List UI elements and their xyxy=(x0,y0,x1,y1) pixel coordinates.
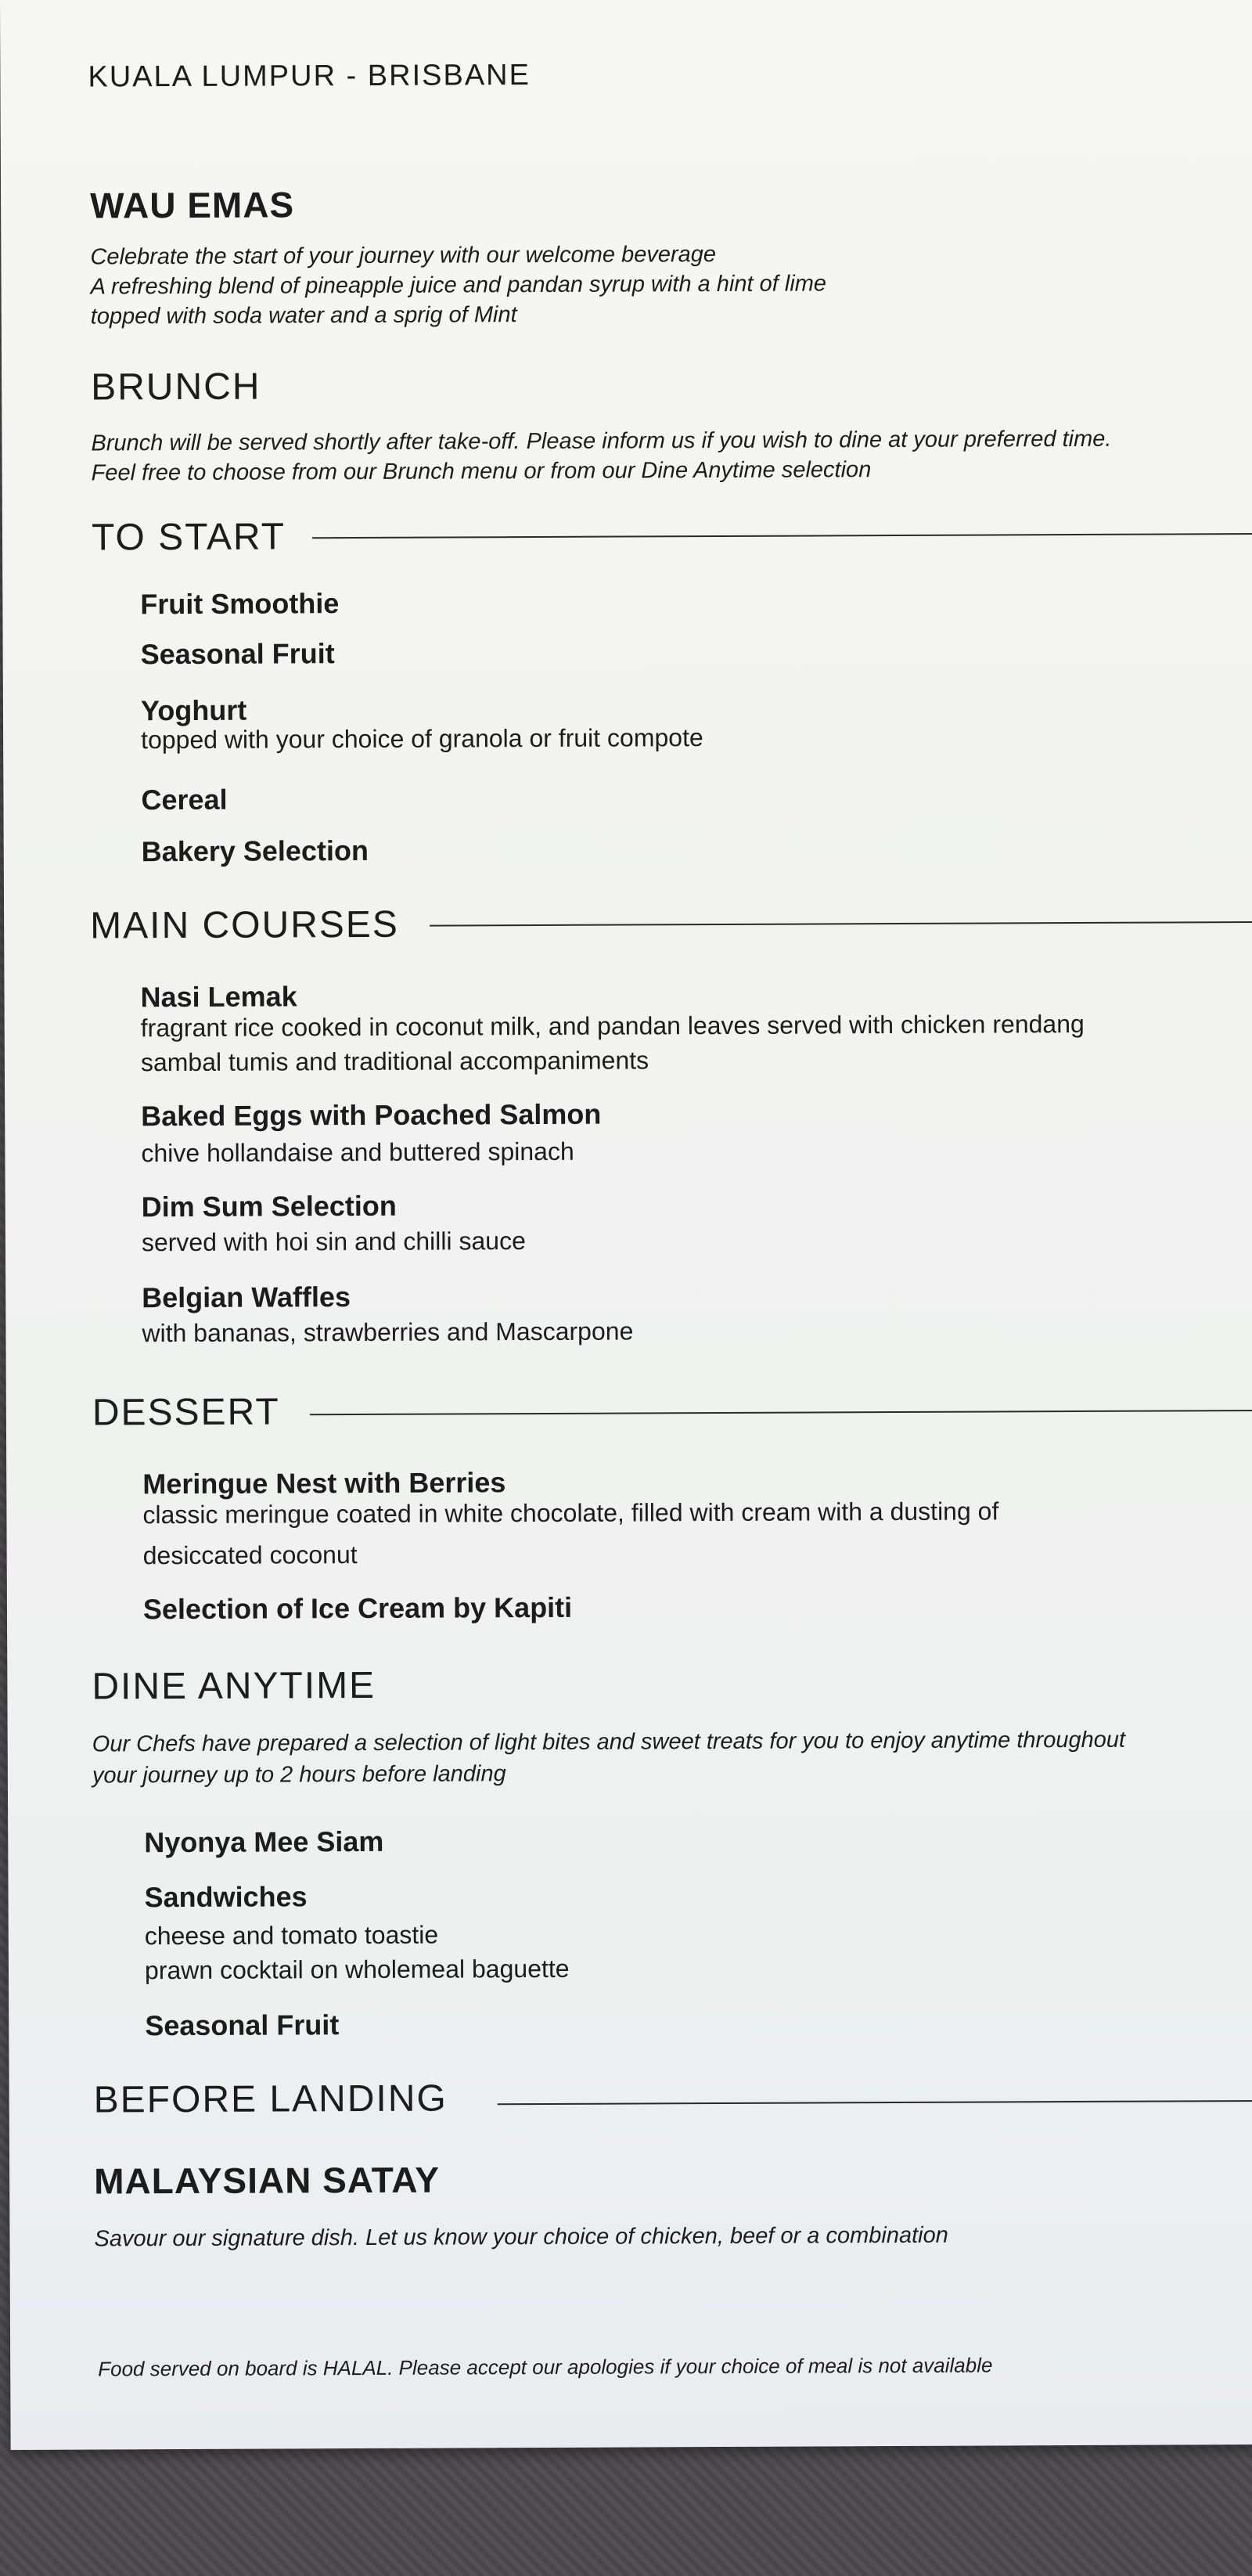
menu-item-title: Baked Eggs with Poached Salmon xyxy=(141,1097,602,1133)
menu-item-description: cheese and tomato toastie xyxy=(144,1920,439,1951)
menu-item-description: classic meringue coated in white chocolate, filled with cream with a dusting of xyxy=(142,1497,999,1529)
before-landing-heading: BEFORE LANDING xyxy=(93,2077,448,2121)
menu-item-description: topped with your choice of granola or fruit compote xyxy=(141,723,703,755)
section-divider xyxy=(430,921,1252,927)
menu-item-title: Dim Sum Selection xyxy=(141,1189,397,1223)
brunch-line: Feel free to choose from our Brunch menu or from our Dine Anytime selection xyxy=(91,457,872,486)
route-title: KUALA LUMPUR - BRISBANE xyxy=(88,59,531,94)
dine-anytime-line: your journey up to 2 hours before landing xyxy=(92,1761,506,1789)
brunch-line: Brunch will be served shortly after take-off. Please inform us if you wish to dine at your preferred time. xyxy=(91,426,1112,456)
main-courses-heading: MAIN COURSES xyxy=(90,903,399,947)
menu-item-title: Belgian Waffles xyxy=(142,1281,351,1314)
satay-line: Savour our signature dish. Let us know your choice of chicken, beef or a combination xyxy=(94,2222,948,2252)
menu-item-description: sambal tumis and traditional accompaniments xyxy=(140,1046,649,1077)
menu-item-title: Fruit Smoothie xyxy=(140,587,340,621)
section-divider xyxy=(312,533,1252,539)
welcome-line: A refreshing blend of pineapple juice and pandan syrup with a hint of lime xyxy=(90,271,827,300)
menu-item-title: Selection of Ice Cream by Kapiti xyxy=(142,1591,573,1626)
section-divider xyxy=(498,2100,1252,2105)
menu-item-description: with bananas, strawberries and Mascarpone xyxy=(142,1317,634,1348)
menu-item-description: fragrant rice cooked in coconut milk, and pandan leaves served with chicken rendang xyxy=(140,1009,1085,1043)
halal-footnote: Food served on board is HALAL. Please accept our apologies if your choice of meal is not available xyxy=(98,2353,993,2381)
welcome-drink-title: WAU EMAS xyxy=(90,184,295,226)
menu-item-title: Cereal xyxy=(141,783,228,816)
dine-anytime-heading: DINE ANYTIME xyxy=(92,1664,376,1708)
satay-title: MALAYSIAN SATAY xyxy=(94,2159,441,2202)
menu-item-title: Meringue Nest with Berries xyxy=(142,1466,506,1501)
brunch-heading: BRUNCH xyxy=(91,366,261,409)
menu-item-title: Seasonal Fruit xyxy=(145,2009,340,2042)
to-start-heading: TO START xyxy=(91,516,286,559)
menu-item-title: Seasonal Fruit xyxy=(140,637,335,671)
menu-item-description: prawn cocktail on wholemeal baguette xyxy=(144,1954,570,1985)
menu-item-title: Yoghurt xyxy=(140,694,247,727)
welcome-line: topped with soda water and a sprig of Mint xyxy=(90,302,517,330)
menu-item-title: Nasi Lemak xyxy=(140,980,297,1014)
menu-item-description: chive hollandaise and buttered spinach xyxy=(141,1137,574,1168)
menu-item-description: served with hoi sin and chilli sauce xyxy=(141,1227,526,1257)
menu-item-description: desiccated coconut xyxy=(142,1540,358,1570)
menu-item-title: Sandwiches xyxy=(144,1880,308,1914)
section-divider xyxy=(310,1410,1252,1415)
menu-item-title: Bakery Selection xyxy=(141,834,369,868)
dessert-heading: DESSERT xyxy=(92,1391,280,1434)
welcome-line: Celebrate the start of your journey with our welcome beverage xyxy=(90,242,717,270)
menu-item-title: Nyonya Mee Siam xyxy=(144,1825,384,1859)
dine-anytime-line: Our Chefs have prepared a selection of light bites and sweet treats for you to enjoy anytime throughout xyxy=(92,1727,1126,1757)
